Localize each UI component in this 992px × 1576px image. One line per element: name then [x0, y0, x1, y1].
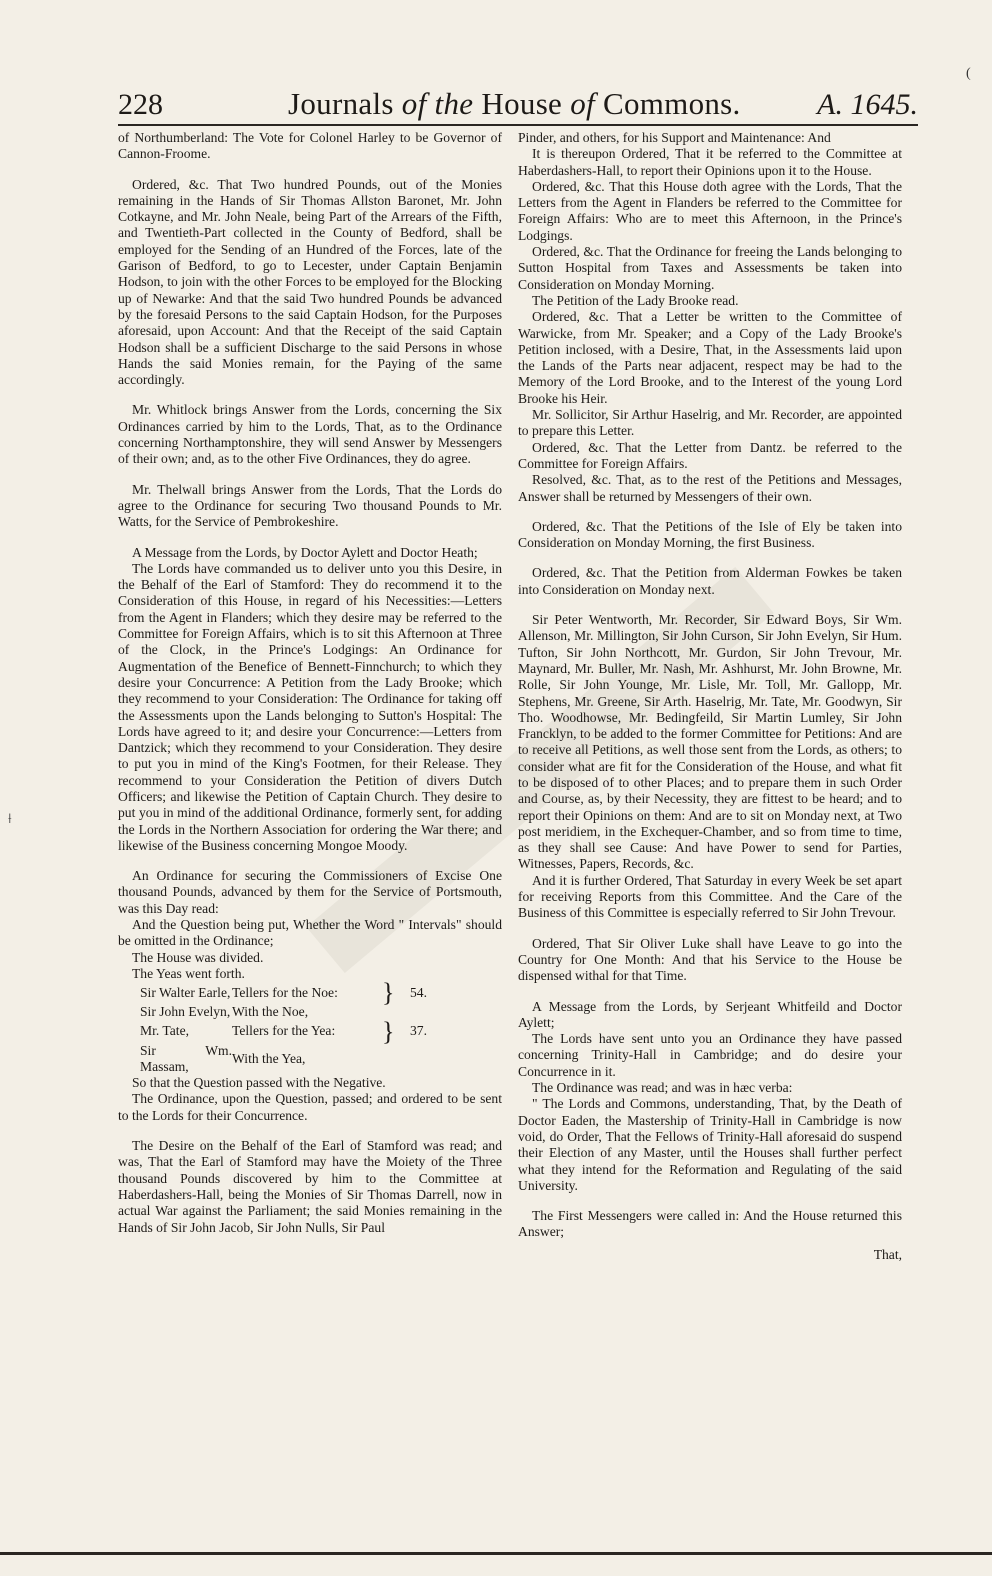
margin-mark: ⟊: [8, 812, 12, 827]
paragraph: The First Messengers were called in: And the House returned this Answer;: [518, 1208, 902, 1240]
paragraph: of Northumberland: The Vote for Colonel Harley to be Governor of Cannon-Froome.: [118, 130, 502, 162]
brace: }: [382, 978, 395, 1008]
right-column: [518, 130, 902, 1263]
left-column: [118, 130, 502, 1236]
paragraph: So that the Question passed with the Negative.: [132, 1075, 386, 1091]
teller-name: Sir Walter Earle,: [140, 985, 231, 1001]
page-number: 228: [118, 88, 163, 121]
paragraph: Ordered, &c. That the Petition from Alderman Fowkes be taken into Consideration on Monday next.: [518, 565, 902, 597]
teller-label: Tellers for the Yea:: [232, 1023, 336, 1039]
catchword: That,: [873, 1246, 902, 1262]
title-word: House: [481, 86, 563, 121]
teller-name: Sir John Evelyn,: [140, 1004, 231, 1020]
margin-mark: (: [966, 66, 971, 81]
paragraph: And the Question being put, Whether the Word " Intervals" should be omitted in the Ordinance;: [118, 917, 502, 949]
paragraph: The Lords have sent unto you an Ordinance they have passed concerning Trinity-Hall in Cambridge; and do desire your Concurrence in it.: [518, 1031, 902, 1079]
yeas-count: 37.: [410, 1023, 427, 1039]
title-word: Journals: [288, 86, 394, 121]
division-noes: [140, 978, 502, 1020]
paragraph: Resolved, &c. That, as to the rest of the Petitions and Messages, Answer shall be returned by Messengers of their own.: [518, 472, 902, 504]
bottom-rule: [0, 1552, 992, 1555]
teller-label: With the Yea,: [232, 1050, 306, 1066]
paragraph: Ordered, That Sir Oliver Luke shall have Leave to go into the Country for One Month: And that his Service to the House be dispensed withal for that Time.: [518, 935, 902, 984]
paragraph: The Lords have commanded us to deliver unto you this Desire, in the Behalf of the Earl of Stamford: They do recommend it to the Consideration of this House, in regard of his Necessities:—Letters from the Agent in Flanders; which they desire may be referred to the Committee for Foreign Affairs, which is to sit this Afternoon at Three of the Clock, in the Prince's Lodgings: An Ordinance for Augmentation of the Benefice of Bennett-Finnchurch; to which they desire your Concurrence: A Petition from the Lady Brooke; which they recommend to your Consideration: The Ordinance for taking off the Assessments upon the Lands belonging to Sutton's Hospital: The Lords have agreed to it; and desire your Concurrence:—Letters from Dantzick; which they recommend to your Consideration. They desire to put you in mind of the King's Footmen, for their Release. They recommend to your Consideration the Petition of divers Dutch Officers; and likewise the Petition of Captain Church. They desire to put you in mind of the additional Ordinance, formerly sent, for adding the Lords in the Northern Association for ordering the War there; and likewise of the Business concerning Mongoe Moody.: [118, 560, 502, 853]
paragraph: Ordered, &c. That this House doth agree with the Lords, That the Letters from the Agent in Flanders be referred to the Committee for Foreign Affairs: Who are to meet this Afternoon, in the Prince's Lodgings.: [518, 178, 902, 243]
paragraph: The House was divided.: [132, 949, 264, 965]
year-label: A. 1645.: [817, 88, 918, 121]
teller-name: Mr. Tate,: [140, 1023, 190, 1039]
brace: }: [382, 1016, 395, 1046]
division-yeas: [140, 1016, 502, 1076]
paragraph: It is thereupon Ordered, That it be referred to the Committee at Haberdashers-Hall, to report their Opinions upon it to the House.: [518, 146, 902, 178]
paragraph: Pinder, and others, for his Support and Maintenance: And: [518, 130, 831, 145]
paragraph: The Desire on the Behalf of the Earl of Stamford was read; and was, That the Earl of Stamford may have the Moiety of the Three thousand Pounds discovered by him to the Committee at Haberdashers-Hall, being the Monies of Sir Thomas Darrell, now in actual War against the Parliament; the said Monies remaining in the Hands of Sir John Jacob, Sir John Nulls, Sir Paul: [118, 1138, 502, 1235]
paragraph: Ordered, &c. That the Petitions of the Isle of Ely be taken into Consideration on Monday Morning, the first Business.: [518, 518, 902, 551]
paragraph: The Ordinance was read; and was in hæc verba:: [532, 1080, 793, 1096]
paragraph: And it is further Ordered, That Saturday in every Week be set apart for receiving Reports from this Committee. And the Care of the Business of this Committee is especially referred to Sir John Trevour.: [518, 872, 902, 921]
teller-name: Sir Wm. Massam,: [140, 1042, 232, 1074]
paragraph: " The Lords and Commons, understanding, That, by the Death of Doctor Eaden, the Mastership of Trinity-Hall in Cambridge is now void, do Order, That the Fellows of Trinity-Hall aforesaid do suspend their Election of any Master, until the Houses shall further perfect what they intend for the Reformation and Regulating of the said University.: [518, 1096, 902, 1193]
paragraph: An Ordinance for securing the Commissioners of Excise One thousand Pounds, advanced by them for the Service of Portsmouth, was this Day read:: [118, 868, 502, 916]
paragraph: Sir Peter Wentworth, Mr. Recorder, Sir Edward Boys, Sir Wm. Allenson, Mr. Millington, Sir John Curson, Sir John Evelyn, Sir Hum. Tufton, Sir John Northcott, Mr. Gurdon, Sir John Trevour, Mr. Maynard, Mr. Buller, Mr. Nash, Mr. Ashhurst, Mr. John Browne, Mr. Rolle, Sir John Younge, Mr. Lisle, Mr. Toll, Mr. Gallopp, Mr. Stephens, Mr. Greene, Sir Arth. Haselrig, Mr. Tate, Mr. Goodwyn, Sir Tho. Woodhowse, Mr. Bedingfeild, Sir Martin Lumley, Sir John Francklyn, to be added to the former Committee for Petitions: And are to receive all Petitions, as well those sent from the Lords, as others; to consider what are fit for the Consideration of the House, and what fit to be disposed of to other Places; and to prepare them in such Order and Course, as, by their Necessity, they are fittest to be heard; and to report their Opinions on them: And are to sit on Monday next, at Two post meridiem, in the Exchequer-Chamber, and so from time to time, as they shall see Cause: And have Power to send for Parties, Witnesses, Papers, Records, &c.: [518, 612, 902, 872]
paragraph: A Message from the Lords, by Doctor Aylett and Doctor Heath;: [132, 544, 478, 560]
noes-count: 54.: [410, 985, 427, 1001]
page-header: [118, 84, 918, 126]
paragraph: Mr. Sollicitor, Sir Arthur Haselrig, and Mr. Recorder, are appointed to prepare this Letter.: [518, 407, 902, 439]
paragraph: Ordered, &c. That a Letter be written to the Committee of Warwicke, from Mr. Speaker; and a Copy of the Lady Brooke's Petition inclosed, with a Desire, That, in the Assessments laid upon the Lands of the Parts near adjacent, respect may be had to the Memory of the Lord Brooke, and to the Interest of the young Lord Brooke his Heir.: [518, 309, 902, 406]
teller-label: Tellers for the Noe:: [232, 985, 338, 1001]
title-word: of: [570, 86, 595, 121]
paragraph: Mr. Thelwall brings Answer from the Lords, That the Lords do agree to the Ordinance for securing Two thousand Pounds to Mr. Watts, for the Service of Pembrokeshire.: [118, 481, 502, 530]
paragraph: The Petition of the Lady Brooke read.: [532, 292, 739, 308]
paragraph: The Ordinance, upon the Question, passed; and ordered to be sent to the Lords for their Concurrence.: [118, 1091, 502, 1123]
paragraph: Ordered, &c. That the Ordinance for freeing the Lands belonging to Sutton Hospital from Taxes and Assessments be taken into Consideration on Monday Morning.: [518, 244, 902, 292]
paragraph: A Message from the Lords, by Serjeant Whitfeild and Doctor Aylett;: [518, 998, 902, 1030]
running-title: [288, 86, 741, 122]
paragraph: Mr. Whitlock brings Answer from the Lords, concerning the Six Ordinances carried by him to the Lords, That, as to the Ordinance concerning Northamptonshire, they will send Answer by Messengers of their own; and, as to the other Five Ordinances, they do agree.: [118, 402, 502, 467]
paragraph: The Yeas went forth.: [132, 965, 245, 981]
title-word: of the: [401, 86, 474, 121]
paragraph: Ordered, &c. That the Letter from Dantz. be referred to the Committee for Foreign Affairs.: [518, 439, 902, 471]
paragraph: Ordered, &c. That Two hundred Pounds, out of the Monies remaining in the Hands of Sir Thomas Allston Baronet, Mr. John Cotkayne, and Mr. John Neale, being Part of the Arrears of the Fifth, and Twentieth-Part collected in the County of Bedford, shall be employed for the Sending of an Hundred of the Forces, late of the Garison of Bedford, to go to Lecester, under Captain Benjamin Hodson, to join with the other Forces to be employed for the Blocking up of Newarke: And that the said Two hundred Pounds be advanced by the foresaid Persons to the said Captain Hodson, for the Purposes aforesaid, upon Account: And that the Receipt of the said Captain Hodson shall be a sufficient Discharge to the said Persons in whose Hands the said Monies remain, for the Paying of the same accordingly.: [118, 176, 502, 388]
teller-label: With the Noe,: [232, 1004, 309, 1020]
title-word: Commons.: [602, 86, 741, 121]
